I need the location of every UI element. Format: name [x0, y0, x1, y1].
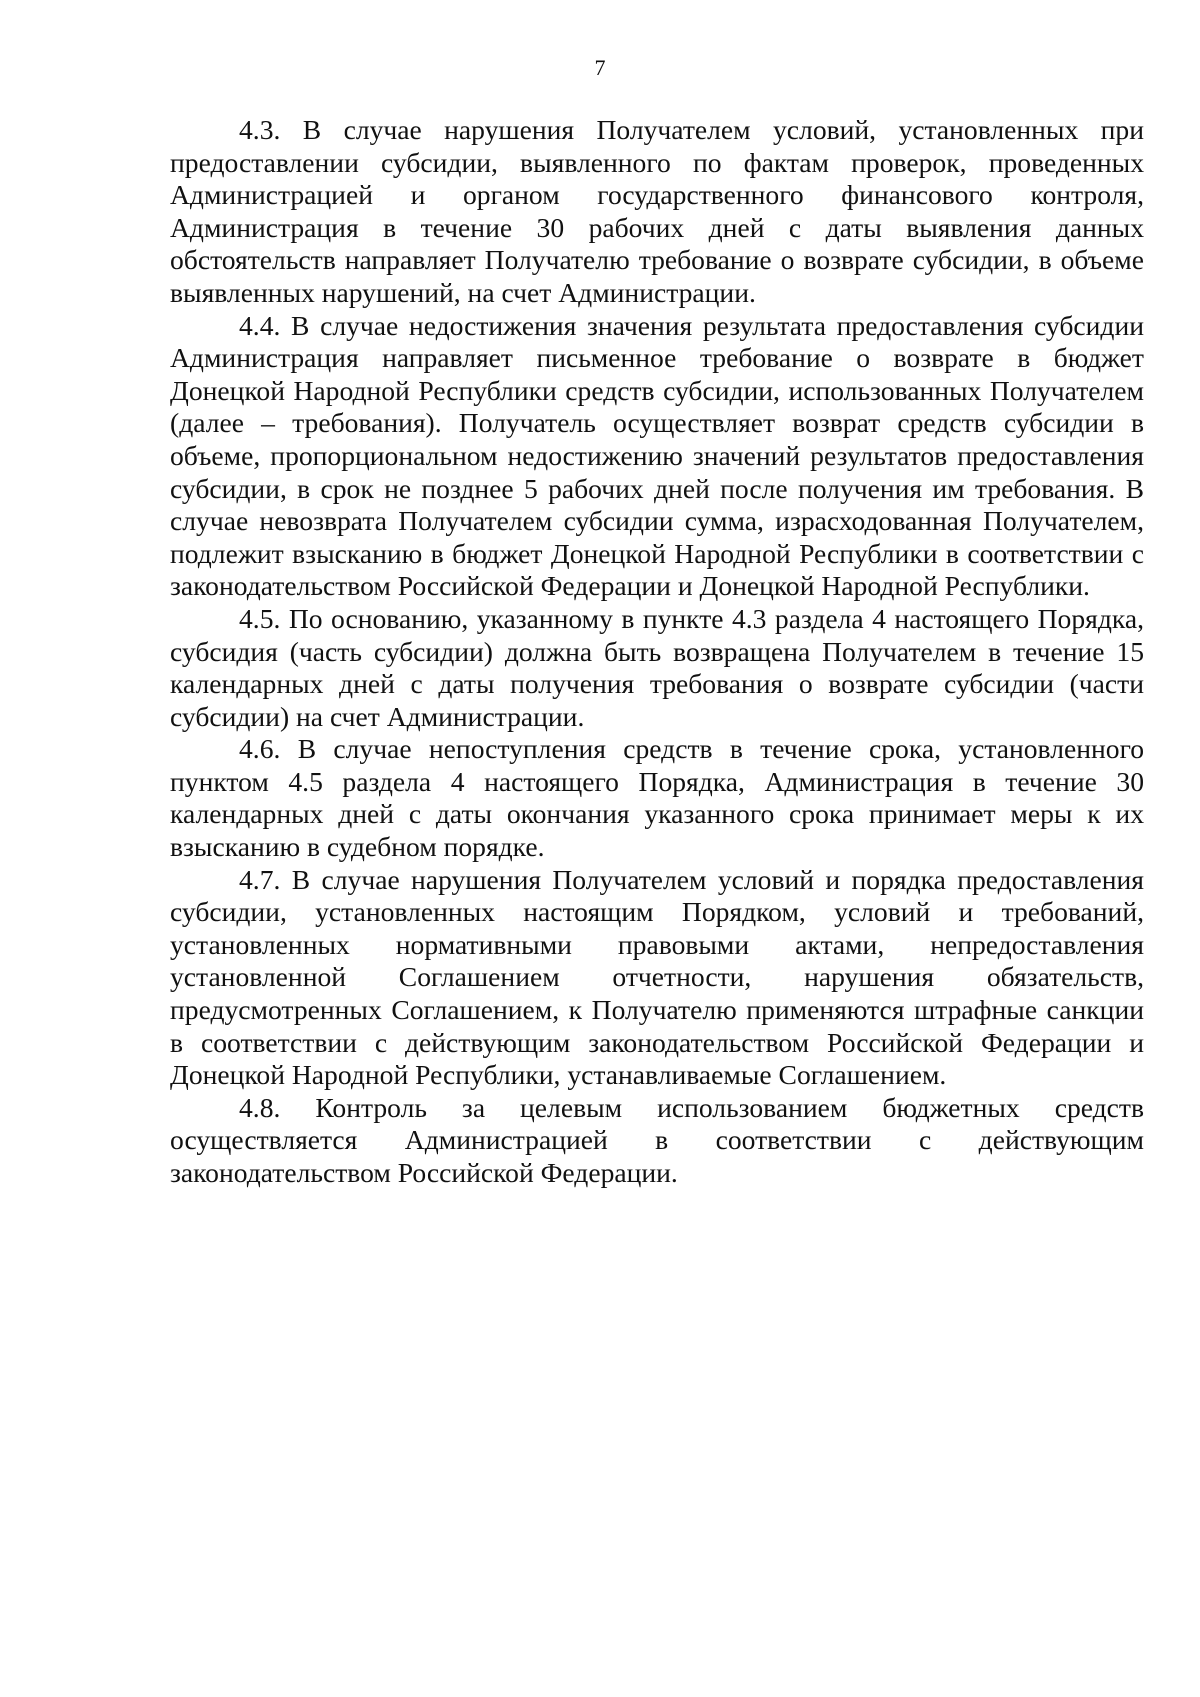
page-number: 7: [594, 55, 606, 80]
paragraph-4-6: 4.6. В случае непоступления средств в течение срока, установленного пунктом 4.5 раздела 4 настоящего Порядка, Администрация в течение 30 календарных дней с даты окончания указанного срока принимает меры к их взысканию в судебном порядке.: [170, 733, 1144, 863]
paragraph-4-3: 4.3. В случае нарушения Получателем условий, установленных при предоставлении субсидии, выявленного по фактам проверок, проведенных Администрацией и органом государственного финансового контроля, Администрация в течение 30 рабочих дней с даты выявления данных обстоятельств направляет Получателю требование о возврате субсидии, в объеме выявленных нарушений, на счет Администрации.: [170, 114, 1144, 308]
paragraph-4-4: 4.4. В случае недостижения значения результата предоставления субсидии Администрация направляет письменное требование о возврате в бюджет Донецкой Народной Республики средств субсидии, использованных Получателем (далее – требования). Получатель осуществляет возврат средств субсидии в объеме, пропорциональном недостижению значений результатов предоставления субсидии, в срок не позднее 5 рабочих дней после получения им требования. В случае невозврата Получателем субсидии сумма, израсходованная Получателем, подлежит взысканию в бюджет Донецкой Народной Республики в соответствии с законодательством Российской Федерации и Донецкой Народной Республики.: [170, 309, 1144, 602]
document-body: [170, 114, 1144, 1190]
paragraph-4-5: 4.5. По основанию, указанному в пункте 4.3 раздела 4 настоящего Порядка, субсидия (часть субсидии) должна быть возвращена Получателем в течение 15 календарных дней с даты получения требования о возврате субсидии (части субсидии) на счет Администрации.: [170, 602, 1144, 732]
paragraph-4-7: 4.7. В случае нарушения Получателем условий и порядка предоставления субсидии, установленных настоящим Порядком, условий и требований, установленных нормативными правовыми актами, непредоставления установленной Соглашением отчетности, нарушения обязательств, предусмотренных Соглашением, к Получателю применяются штрафные санкции в соответствии с действующим законодательством Российской Федерации и Донецкой Народной Республики, устанавливаемые Соглашением.: [170, 863, 1144, 1091]
paragraph-4-8: 4.8. Контроль за целевым использованием бюджетных средств осуществляется Администрацией в соответствии с действующим законодательством Российской Федерации.: [170, 1091, 1144, 1188]
